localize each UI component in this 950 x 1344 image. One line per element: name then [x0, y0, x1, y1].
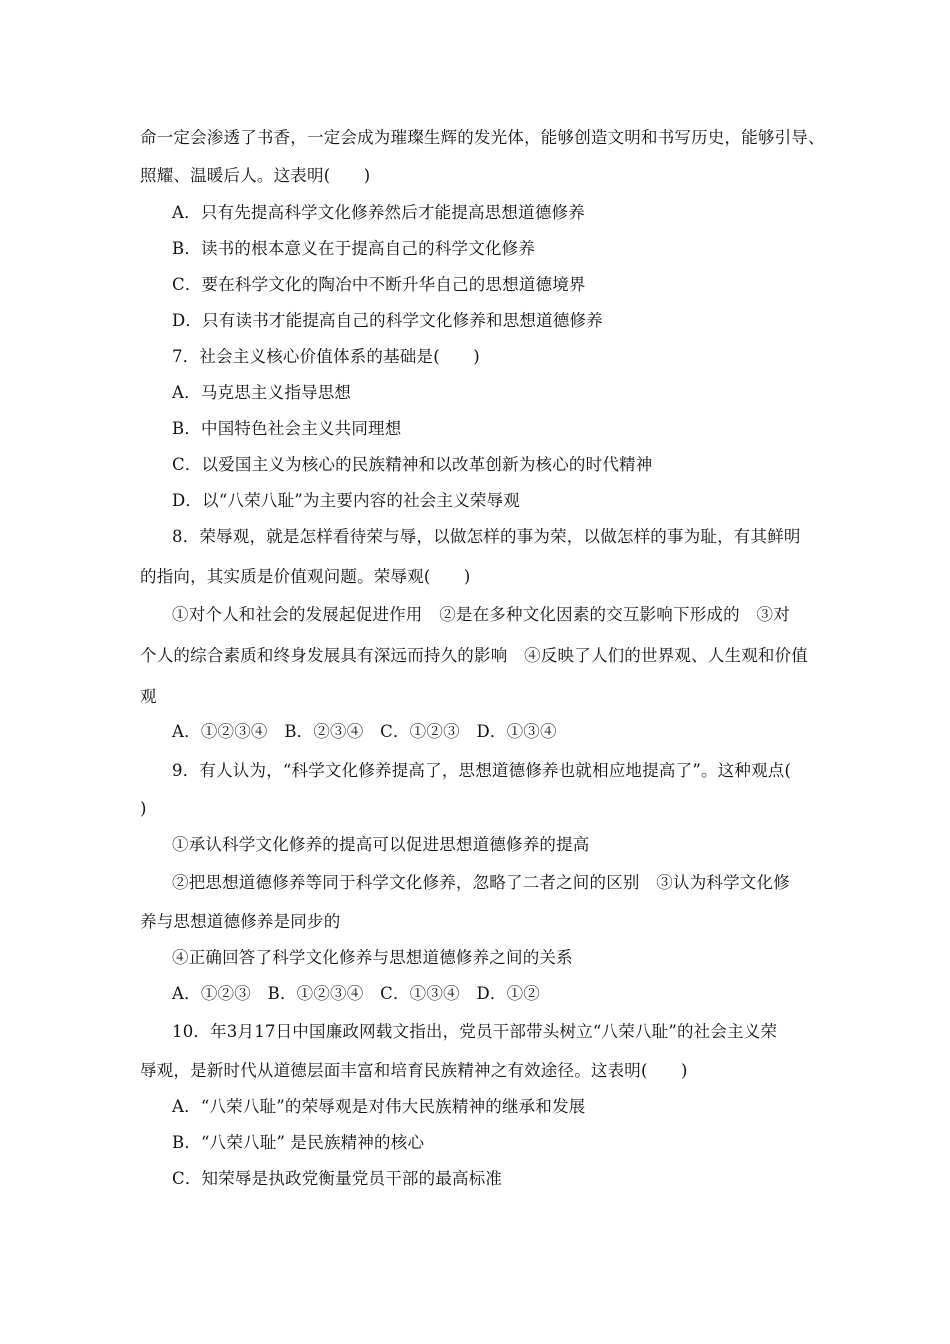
question-9-statement-1: ①承认科学文化修养的提高可以促进思想道德修养的提高 [172, 835, 590, 854]
question-8-statements-line-3: 观 [140, 687, 157, 706]
question-9-statement-4: ④正确回答了科学文化修养与思想道德修养之间的关系 [172, 948, 573, 967]
question-10-option-c: C．知荣辱是执政党衡量党员干部的最高标准 [172, 1169, 503, 1188]
question-6-option-d: D．只有读书才能提高自己的科学文化修养和思想道德修养 [172, 311, 603, 330]
question-10-option-a: A．“八荣八耻”的荣辱观是对伟大民族精神的继承和发展 [172, 1097, 586, 1116]
question-10-stem-line-2: 辱观，是新时代从道德层面丰富和培育民族精神之有效途径。这表明( ) [140, 1061, 688, 1080]
question-7-option-d: D．以“八荣八耻”为主要内容的社会主义荣辱观 [172, 491, 520, 510]
question-8-statements-line-2: 个人的综合素质和终身发展具有深远而持久的影响 ④反映了人们的世界观、人生观和价值 [140, 646, 808, 665]
question-8-options: A．①②③④ B．②③④ C．①②③ D．①③④ [172, 722, 557, 741]
question-6-option-a: A．只有先提高科学文化修养然后才能提高思想道德修养 [172, 203, 585, 222]
question-7-option-b: B．中国特色社会主义共同理想 [172, 419, 402, 438]
question-7-stem: 7．社会主义核心价值体系的基础是( ) [172, 347, 480, 366]
question-9-statement-2-line-2: 养与思想道德修养是同步的 [140, 912, 341, 931]
question-9-options: A．①②③ B．①②③④ C．①③④ D．①② [172, 984, 540, 1003]
question-10-stem-line-1: 10．年3月17日中国廉政网载文指出，党员干部带头树立“八荣八耻”的社会主义荣 [172, 1022, 778, 1041]
question-7-option-a: A．马克思主义指导思想 [172, 383, 352, 402]
question-9-stem-line-1: 9．有人认为，“科学文化修养提高了，思想道德修养也就相应地提高了”。这种观点( [172, 761, 792, 780]
question-6-stem-line-1: 命一定会渗透了书香，一定会成为璀璨生辉的发光体，能够创造文明和书写历史，能够引导、 [140, 128, 825, 147]
question-9-stem-line-2: ) [140, 799, 147, 818]
question-7-option-c: C．以爱国主义为核心的民族精神和以改革创新为核心的时代精神 [172, 455, 653, 474]
question-9-statement-2-line-1: ②把思想道德修养等同于科学文化修养，忽略了二者之间的区别 ③认为科学文化修 [172, 873, 790, 892]
question-6-stem-line-2: 照耀、温暖后人。这表明( ) [140, 166, 371, 185]
question-6-option-b: B．读书的根本意义在于提高自己的科学文化修养 [172, 239, 536, 258]
question-8-stem-line-1: 8．荣辱观，就是怎样看待荣与辱，以做怎样的事为荣，以做怎样的事为耻，有其鲜明 [172, 527, 801, 546]
question-10-option-b: B．“八荣八耻” 是民族精神的核心 [172, 1133, 425, 1152]
question-6-option-c: C．要在科学文化的陶冶中不断升华自己的思想道德境界 [172, 275, 586, 294]
question-8-stem-line-2: 的指向，其实质是价值观问题。荣辱观( ) [140, 567, 471, 586]
question-8-statements-line-1: ①对个人和社会的发展起促进作用 ②是在多种文化因素的交互影响下形成的 ③对 [172, 605, 790, 624]
